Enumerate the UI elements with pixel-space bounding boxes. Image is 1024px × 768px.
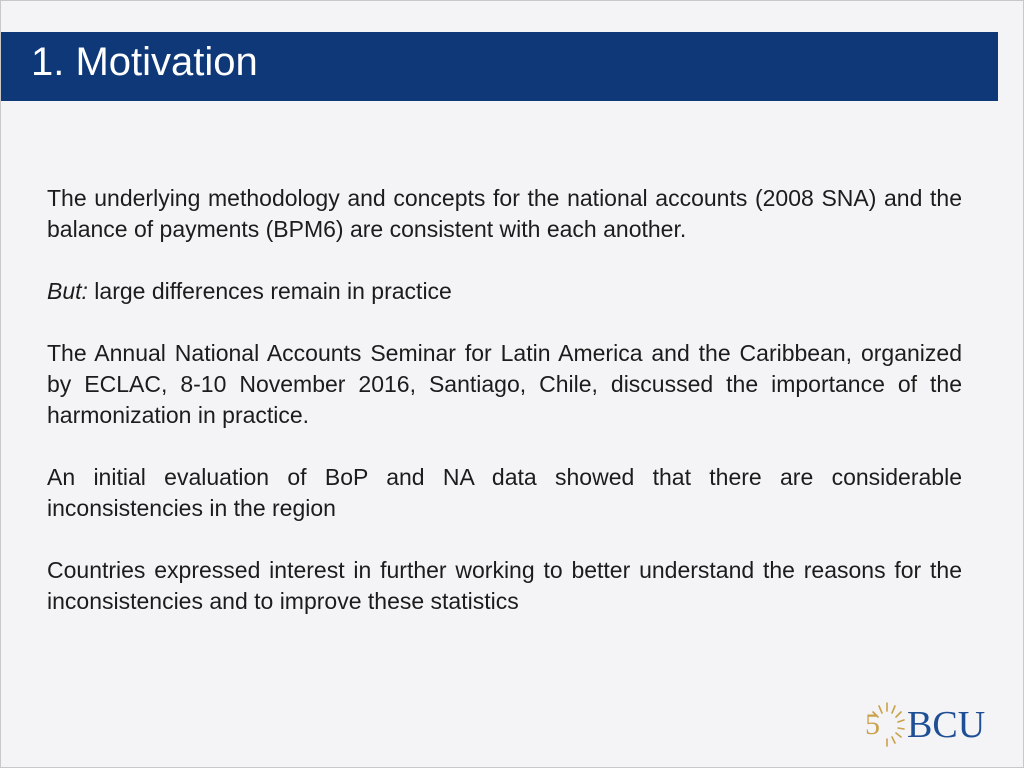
slide-body — [47, 183, 962, 648]
paragraph-methodology: The underlying methodology and concepts for the national accounts (2008 SNA) and the balance of payments (BPM6) are consistent with each another. — [47, 185, 962, 242]
logo-text: BCU — [907, 704, 986, 746]
paragraph-but-lead: But: — [47, 278, 88, 304]
paragraph-countries: Countries expressed interest in further working to better understand the reasons for the inconsistencies and to improve these statistics — [47, 557, 962, 614]
bcu-logo — [865, 701, 997, 749]
title-bar — [1, 32, 998, 101]
paragraph-seminar: The Annual National Accounts Seminar for Latin America and the Caribbean, organized by ECLAC, 8-10 November 2016, Santiago, Chile, discussed the importance of the harmonization in practice. — [47, 340, 962, 428]
logo-number: 5 — [865, 708, 880, 741]
slide-title: 1. Motivation — [31, 40, 258, 84]
paragraph-evaluation: An initial evaluation of BoP and NA data showed that there are considerable inconsistencies in the region — [47, 464, 962, 521]
paragraph-but-text: large differences remain in practice — [87, 278, 452, 304]
paragraph-but — [47, 276, 962, 307]
